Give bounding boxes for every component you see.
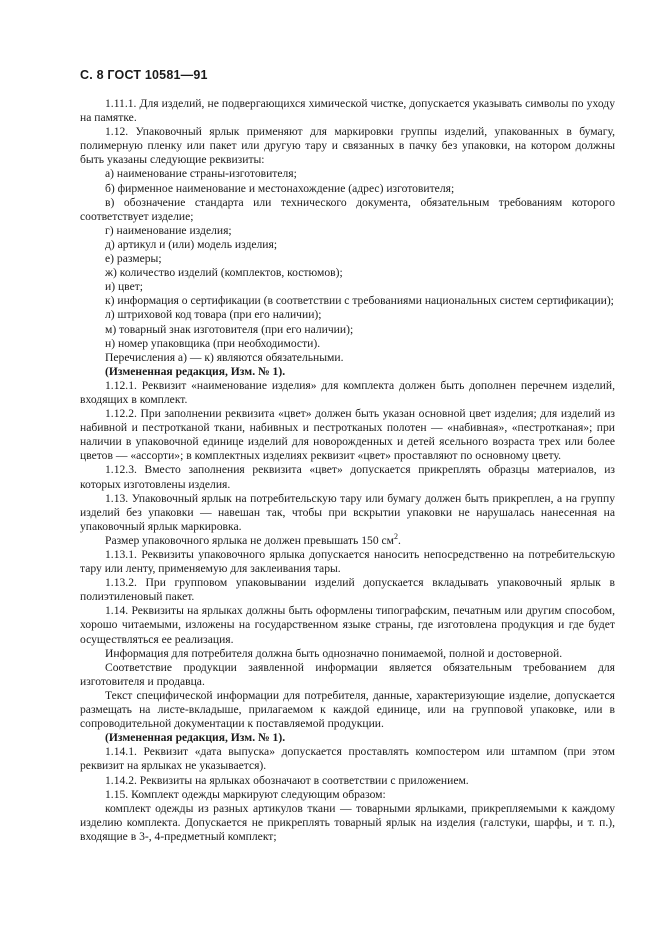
list-item: ж) количество изделий (комплектов, костюмов); <box>105 266 343 280</box>
list-item: Перечисления а) — к) являются обязательными. <box>105 350 344 364</box>
paragraph: 1.15. Комплект одежды маркируют следующим образом: <box>105 787 386 801</box>
paragraph: в) обозначение стандарта или технического документа, обязательным требованиям которого соответствует изделие; <box>80 195 615 223</box>
paragraph: Информация для потребителя должна быть однозначно понимаемой, полной и достоверной. <box>105 646 563 660</box>
list-item: м) товарный знак изготовителя (при его наличии); <box>105 322 354 336</box>
paragraph: к) информация о сертификации (в соответствии с требованиями национальных систем сертификации); <box>105 294 614 308</box>
paragraph: 1.13. Упаковочный ярлык на потребительскую тару или бумагу должен быть прикреплен, а на группу изделий без упаковки — навешан так, чтобы при вскрытии упаковки не нарушалась нанесенная на упаковочный ярлык маркировка. <box>80 491 615 533</box>
list-item: г) наименование изделия; <box>105 223 232 237</box>
paragraph: 1.14. Реквизиты на ярлыках должны быть оформлены типографским, печатным или другим способом, хорошо читаемыми, изложены на государственном языке страны, где изготовлена продукция и где будет осуществляться ее реализация. <box>80 604 615 646</box>
paragraph: Размер упаковочного ярлыка не должен превышать 150 $см^2$. <box>105 532 401 547</box>
paragraph: комплект одежды из разных артикулов ткани — товарными ярлыками, прикрепляемыми к каждому изделию комплекта. Допускается не прикреплять товарный ярлык на изделия (галстуки, шарфы, и т. п.), входящие в 3-, 4-предметный комплект; <box>80 801 615 843</box>
paragraph: 1.11.1. Для изделий, не подвергающихся химической чистке, допускается указывать символы по уходу на памятке. <box>80 97 615 125</box>
list-item: и) цвет; <box>105 280 144 294</box>
paragraph: 1.13.1. Реквизиты упаковочного ярлыка допускается наносить непосредственно на потребительскую тару или ленту, применяемую для заклеивания тары. <box>80 548 615 576</box>
list-item: л) штриховой код товара (при его наличии); <box>105 308 322 322</box>
superscript: 2 <box>394 532 399 542</box>
paragraph: 1.12. Упаковочный ярлык применяют для маркировки группы изделий, упакованных в бумагу, полимерную пленку или пакет или другую тару и связанных в пачку без упаковки, на котором должны быть указаны следующие реквизиты: <box>80 125 615 167</box>
paragraph: Текст специфической информации для потребителя, данные, характеризующие изделие, допускается размещать на листе-вкладыше, прилагаемом к каждой единице, или на групповой упаковке, или в сопроводительной документации к поставляемой продукции. <box>80 688 615 731</box>
paragraph: 1.13.2. При групповом упаковывании изделий допускается вкладывать упаковочный ярлык в полиэтиленовый пакет. <box>80 576 615 604</box>
document-body <box>80 97 615 844</box>
paragraph: 1.14.1. Реквизит «дата выпуска» допускается проставлять компостером или штампом (при этом реквизит на ярлыках не указывается). <box>80 745 615 773</box>
list-item: е) размеры; <box>105 252 162 266</box>
list-item: н) номер упаковщика (при необходимости). <box>105 336 321 350</box>
list-item: д) артикул и (или) модель изделия; <box>105 237 278 251</box>
paragraph: 1.14.2. Реквизиты на ярлыках обозначают в соответствии с приложением. <box>105 773 469 787</box>
list-item: б) фирменное наименование и местонахождение (адрес) изготовителя; <box>105 181 455 195</box>
page-header: С. 8 ГОСТ 10581—91 <box>80 68 208 82</box>
paragraph: 1.12.2. При заполнении реквизита «цвет» должен быть указан основной цвет изделия; для изделий из набивной и пестротканой ткани, набивных и пестротканых полотен — «набивная», «пестротканая»; при наличии в упаковочной единице изделий для новорожденных и детей ясельного возраста трех или более цветов — «ассорти»; в комплектных изделиях реквизит «цвет» проставляют по основному цвету. <box>80 407 615 463</box>
paragraph: 1.12.3. Вместо заполнения реквизита «цвет» допускается прикреплять образцы материалов, из которых изготовлены изделия. <box>80 463 615 491</box>
revision-note: (Измененная редакция, Изм. № 1). <box>105 731 286 745</box>
paragraph: 1.12.1. Реквизит «наименование изделия» для комплекта должен быть дополнен перечнем изделий, входящих в комплект. <box>80 378 615 406</box>
revision-note: (Измененная редакция, Изм. № 1). <box>105 364 286 378</box>
paragraph: Соответствие продукции заявленной информации является обязательным требованием для изготовителя и продавца. <box>80 660 615 688</box>
list-item: а) наименование страны-изготовителя; <box>105 167 297 181</box>
